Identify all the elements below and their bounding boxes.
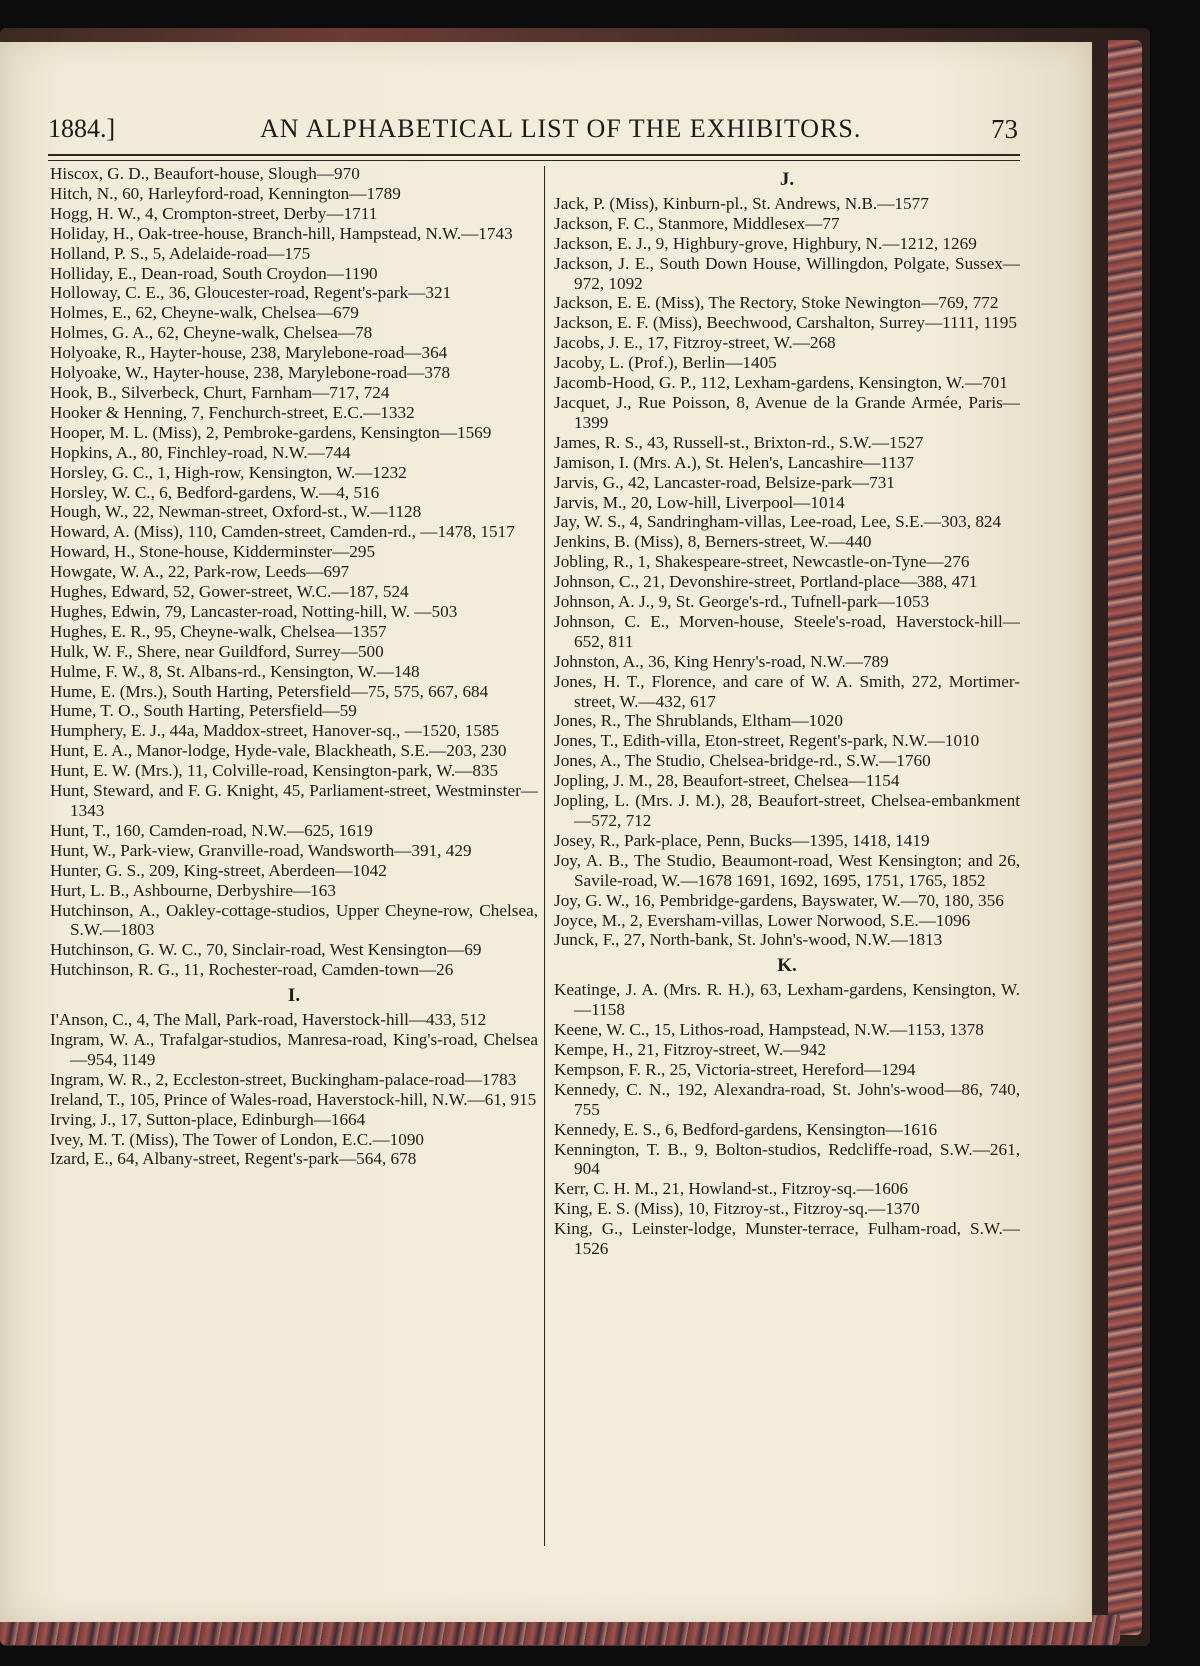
exhibitor-entry: Holiday, H., Oak-tree-house, Branch-hill, Hampstead, N.W.—1743 [50, 223, 513, 243]
exhibitor-entry: Keene, W. C., 15, Lithos-road, Hampstead, N.W.—1153, 1378 [554, 1020, 984, 1040]
exhibitor-entry: Hulme, F. W., 8, St. Albans-rd., Kensington, W.—148 [50, 661, 420, 681]
exhibitor-entry: Hook, B., Silverbeck, Churt, Farnham—717, 724 [50, 382, 390, 402]
exhibitor-entry: Kennedy, C. N., 192, Alexandra-road, St. John's-wood—86, 740, 755 [554, 1079, 1020, 1119]
exhibitor-entry: Johnson, C. E., Morven-house, Steele's-road, Haverstock-hill—652, 811 [554, 611, 1020, 651]
entries-i-list [50, 1010, 538, 1169]
header-title: AN ALPHABETICAL LIST OF THE EXHIBITORS. [260, 114, 862, 143]
exhibitor-entry: Howgate, W. A., 22, Park-row, Leeds—697 [50, 562, 350, 582]
exhibitor-entry: Jacobs, J. E., 17, Fitzroy-street, W.—268 [554, 333, 836, 353]
exhibitor-entry: Junck, F., 27, North-bank, St. John's-wood, N.W.—1813 [554, 930, 943, 950]
exhibitor-entry: Hume, E. (Mrs.), South Harting, Petersfield—75, 575, 667, 684 [50, 681, 489, 701]
exhibitor-entry: Ingram, W. A., Trafalgar-studios, Manresa-road, King's-road, Chelsea—954, 1149 [50, 1029, 538, 1069]
exhibitor-entry: Jay, W. S., 4, Sandringham-villas, Lee-road, Lee, S.E.—303, 824 [554, 512, 1002, 532]
exhibitor-entry: Hopkins, A., 80, Finchley-road, N.W.—744 [50, 442, 351, 462]
exhibitor-entry: Jackson, E. E. (Miss), The Rectory, Stoke Newington—769, 772 [554, 293, 999, 313]
exhibitor-entry: Jones, A., The Studio, Chelsea-bridge-rd., S.W.—1760 [554, 751, 931, 771]
section-heading-j: J. [779, 169, 795, 190]
exhibitor-entry: Hunt, E. A., Manor-lodge, Hyde-vale, Blackheath, S.E.—203, 230 [50, 741, 507, 761]
exhibitor-entry: Kempson, F. R., 25, Victoria-street, Hereford—1294 [554, 1059, 916, 1079]
header-year: 1884.] [48, 114, 116, 143]
exhibitor-entry: Jack, P. (Miss), Kinburn-pl., St. Andrews, N.B.—1577 [554, 193, 929, 213]
exhibitor-entry: Hunter, G. S., 209, King-street, Aberdeen—1042 [50, 860, 387, 880]
column-separator [544, 166, 545, 1546]
exhibitor-entry: King, G., Leinster-lodge, Munster-terrace, Fulham-road, S.W.—1526 [554, 1219, 1020, 1259]
exhibitor-entry: Kennington, T. B., 9, Bolton-studios, Redcliffe-road, S.W.—261, 904 [554, 1139, 1020, 1179]
exhibitor-entry: Hurt, L. B., Ashbourne, Derbyshire—163 [50, 880, 336, 900]
exhibitor-entry: Jobling, R., 1, Shakespeare-street, Newcastle-on-Tyne—276 [554, 552, 970, 572]
exhibitor-entry: Holmes, E., 62, Cheyne-walk, Chelsea—679 [50, 303, 359, 323]
exhibitor-entry: Hooper, M. L. (Miss), 2, Pembroke-gardens, Kensington—1569 [50, 422, 492, 442]
exhibitor-entry: Jones, R., The Shrublands, Eltham—1020 [554, 711, 843, 731]
exhibitor-entry: Johnston, A., 36, King Henry's-road, N.W.—789 [554, 651, 889, 671]
marbled-page-edge-right [1108, 40, 1142, 1635]
exhibitor-entry: Jones, T., Edith-villa, Eton-street, Regent's-park, N.W.—1010 [554, 731, 980, 751]
exhibitor-entry: Hutchinson, G. W. C., 70, Sinclair-road, West Kensington—69 [50, 940, 482, 960]
exhibitor-entry: Hutchinson, A., Oakley-cottage-studios, Upper Cheyne-row, Chelsea, S.W.—1803 [50, 900, 538, 940]
exhibitor-entry: Jarvis, G., 42, Lancaster-road, Belsize-park—731 [554, 472, 895, 492]
exhibitor-entry: Hooker & Henning, 7, Fenchurch-street, E.C.—1332 [50, 402, 415, 422]
exhibitor-entry: Howard, H., Stone-house, Kidderminster—295 [50, 542, 376, 562]
exhibitor-entry: Kerr, C. H. M., 21, Howland-st., Fitzroy-sq.—1606 [554, 1179, 909, 1199]
exhibitor-entry: Jopling, L. (Mrs. J. M.), 28, Beaufort-street, Chelsea-embankment—572, 712 [554, 791, 1020, 830]
exhibitor-entry: I'Anson, C., 4, The Mall, Park-road, Haverstock-hill—433, 512 [50, 1010, 487, 1030]
exhibitor-entry: Holliday, E., Dean-road, South Croydon—1190 [50, 263, 378, 283]
exhibitor-entry: King, E. S. (Miss), 10, Fitzroy-st., Fitzroy-sq.—1370 [554, 1199, 920, 1219]
exhibitor-entry: Holmes, G. A., 62, Cheyne-walk, Chelsea—78 [50, 323, 373, 343]
exhibitor-entry: Jamison, I. (Mrs. A.), St. Helen's, Lancashire—1137 [554, 452, 914, 472]
exhibitor-entry: Horsley, G. C., 1, High-row, Kensington, W.—1232 [50, 462, 407, 482]
section-heading-i: I. [287, 985, 301, 1007]
exhibitor-entry: Jones, H. T., Florence, and care of W. A. Smith, 272, Mortimer-street, W.—432, 617 [554, 671, 1020, 711]
entries-j-list [554, 194, 1020, 950]
page-number: 73 [991, 114, 1018, 144]
exhibitor-entry: Hunt, W., Park-view, Granville-road, Wandsworth—391, 429 [50, 840, 472, 860]
exhibitor-entry: Hughes, Edward, 52, Gower-street, W.C.—187, 524 [50, 582, 409, 602]
exhibitor-entry: Izard, E., 64, Albany-street, Regent's-park—564, 678 [50, 1149, 417, 1169]
exhibitor-entry: Jackson, E. F. (Miss), Beechwood, Carshalton, Surrey—1111, 1195 [554, 313, 1017, 333]
exhibitor-entry: Hulk, W. F., Shere, near Guildford, Surrey—500 [50, 641, 384, 661]
exhibitor-entry: Holloway, C. E., 36, Gloucester-road, Regent's-park—321 [50, 283, 452, 303]
section-heading-k: K. [777, 955, 797, 977]
exhibitor-entry: Howard, A. (Miss), 110, Camden-street, Camden-rd., —1478, 1517 [50, 522, 515, 542]
exhibitor-entry: Irving, J., 17, Sutton-place, Edinburgh—1664 [50, 1109, 366, 1129]
book-page [0, 42, 1092, 1622]
exhibitor-entry: Jarvis, M., 20, Low-hill, Liverpool—1014 [554, 492, 845, 512]
exhibitor-entry: James, R. S., 43, Russell-st., Brixton-rd., S.W.—1527 [554, 432, 924, 452]
exhibitor-entry: Hunt, E. W. (Mrs.), 11, Colville-road, Kensington-park, W.—835 [50, 761, 499, 781]
exhibitor-entry: Joyce, M., 2, Eversham-villas, Lower Norwood, S.E.—1096 [554, 910, 971, 930]
exhibitor-entry: Holyoake, R., Hayter-house, 238, Marylebone-road—364 [50, 343, 448, 363]
exhibitor-entry: Jackson, E. J., 9, Highbury-grove, Highbury, N.—1212, 1269 [554, 233, 977, 253]
exhibitor-entry: Holyoake, W., Hayter-house, 238, Marylebone-road—378 [50, 363, 451, 383]
exhibitor-entry: Jacquet, J., Rue Poisson, 8, Avenue de la Grande Armée, Paris—1399 [554, 392, 1020, 432]
exhibitor-entry: Humphery, E. J., 44a, Maddox-street, Hanover-sq., —1520, 1585 [50, 721, 500, 741]
entries-k-list [554, 980, 1020, 1259]
running-header [48, 114, 1018, 154]
exhibitor-entry: Joy, G. W., 16, Pembridge-gardens, Bayswater, W.—70, 180, 356 [554, 890, 1004, 910]
exhibitor-entry: Hughes, Edwin, 79, Lancaster-road, Notting-hill, W. —503 [50, 601, 458, 621]
exhibitor-entry: Kennedy, E. S., 6, Bedford-gardens, Kensington—1616 [554, 1119, 938, 1139]
left-column [50, 164, 538, 1169]
exhibitor-entry: Hunt, Steward, and F. G. Knight, 45, Parliament-street, Westminster—1343 [50, 781, 538, 820]
exhibitor-entry: Hogg, H. W., 4, Crompton-street, Derby—1711 [50, 203, 378, 223]
exhibitor-entry: Holland, P. S., 5, Adelaide-road—175 [50, 243, 311, 263]
exhibitor-entry: Ingram, W. R., 2, Eccleston-street, Buckingham-palace-road—1783 [50, 1069, 517, 1089]
exhibitor-entry: Johnson, C., 21, Devonshire-street, Portland-place—388, 471 [554, 572, 978, 592]
exhibitor-entry: Kempe, H., 21, Fitzroy-street, W.—942 [554, 1039, 827, 1059]
exhibitor-entry: Hiscox, G. D., Beaufort-house, Slough—970 [50, 164, 360, 183]
exhibitor-entry: Jacoby, L. (Prof.), Berlin—1405 [554, 353, 777, 373]
exhibitor-entry: Joy, A. B., The Studio, Beaumont-road, West Kensington; and 26, Savile-road, W.—1678 1691, 1692, 1695, 1751, 1765, 1852 [554, 850, 1020, 890]
exhibitor-entry: Ivey, M. T. (Miss), The Tower of London, E.C.—1090 [50, 1129, 425, 1149]
header-rule-thin [48, 160, 1020, 161]
exhibitor-entry: Jopling, J. M., 28, Beaufort-street, Chelsea—1154 [554, 771, 900, 791]
exhibitor-entry: Josey, R., Park-place, Penn, Bucks—1395, 1418, 1419 [554, 830, 930, 850]
exhibitor-entry: Johnson, A. J., 9, St. George's-rd., Tufnell-park—1053 [554, 592, 930, 612]
exhibitor-entry: Jacomb-Hood, G. P., 112, Lexham-gardens, Kensington, W.—701 [554, 373, 1008, 393]
header-rule-thick [48, 154, 1020, 156]
right-column [554, 164, 1020, 1259]
exhibitor-entry: Hunt, T., 160, Camden-road, N.W.—625, 1619 [50, 820, 373, 840]
exhibitor-entry: Jenkins, B. (Miss), 8, Berners-street, W.—440 [554, 532, 872, 552]
exhibitor-entry: Jackson, F. C., Stanmore, Middlesex—77 [554, 213, 840, 233]
exhibitor-entry: Horsley, W. C., 6, Bedford-gardens, W.—4, 516 [50, 482, 380, 502]
exhibitor-entry: Ireland, T., 105, Prince of Wales-road, Haverstock-hill, N.W.—61, 915 [50, 1089, 537, 1109]
exhibitor-entry: Hutchinson, R. G., 11, Rochester-road, Camden-town—26 [50, 960, 454, 980]
exhibitor-entry: Hughes, E. R., 95, Cheyne-walk, Chelsea—1357 [50, 621, 387, 641]
exhibitor-entry: Hume, T. O., South Harting, Petersfield—59 [50, 701, 357, 721]
exhibitor-entry: Hitch, N., 60, Harleyford-road, Kennington—1789 [50, 183, 401, 203]
exhibitor-entry: Keatinge, J. A. (Mrs. R. H.), 63, Lexham-gardens, Kensington, W.—1158 [554, 980, 1020, 1020]
entries-h-list [50, 164, 538, 980]
exhibitor-entry: Hough, W., 22, Newman-street, Oxford-st., W.—1128 [50, 502, 422, 522]
exhibitor-entry: Jackson, J. E., South Down House, Willingdon, Polgate, Sussex—972, 1092 [554, 253, 1020, 293]
